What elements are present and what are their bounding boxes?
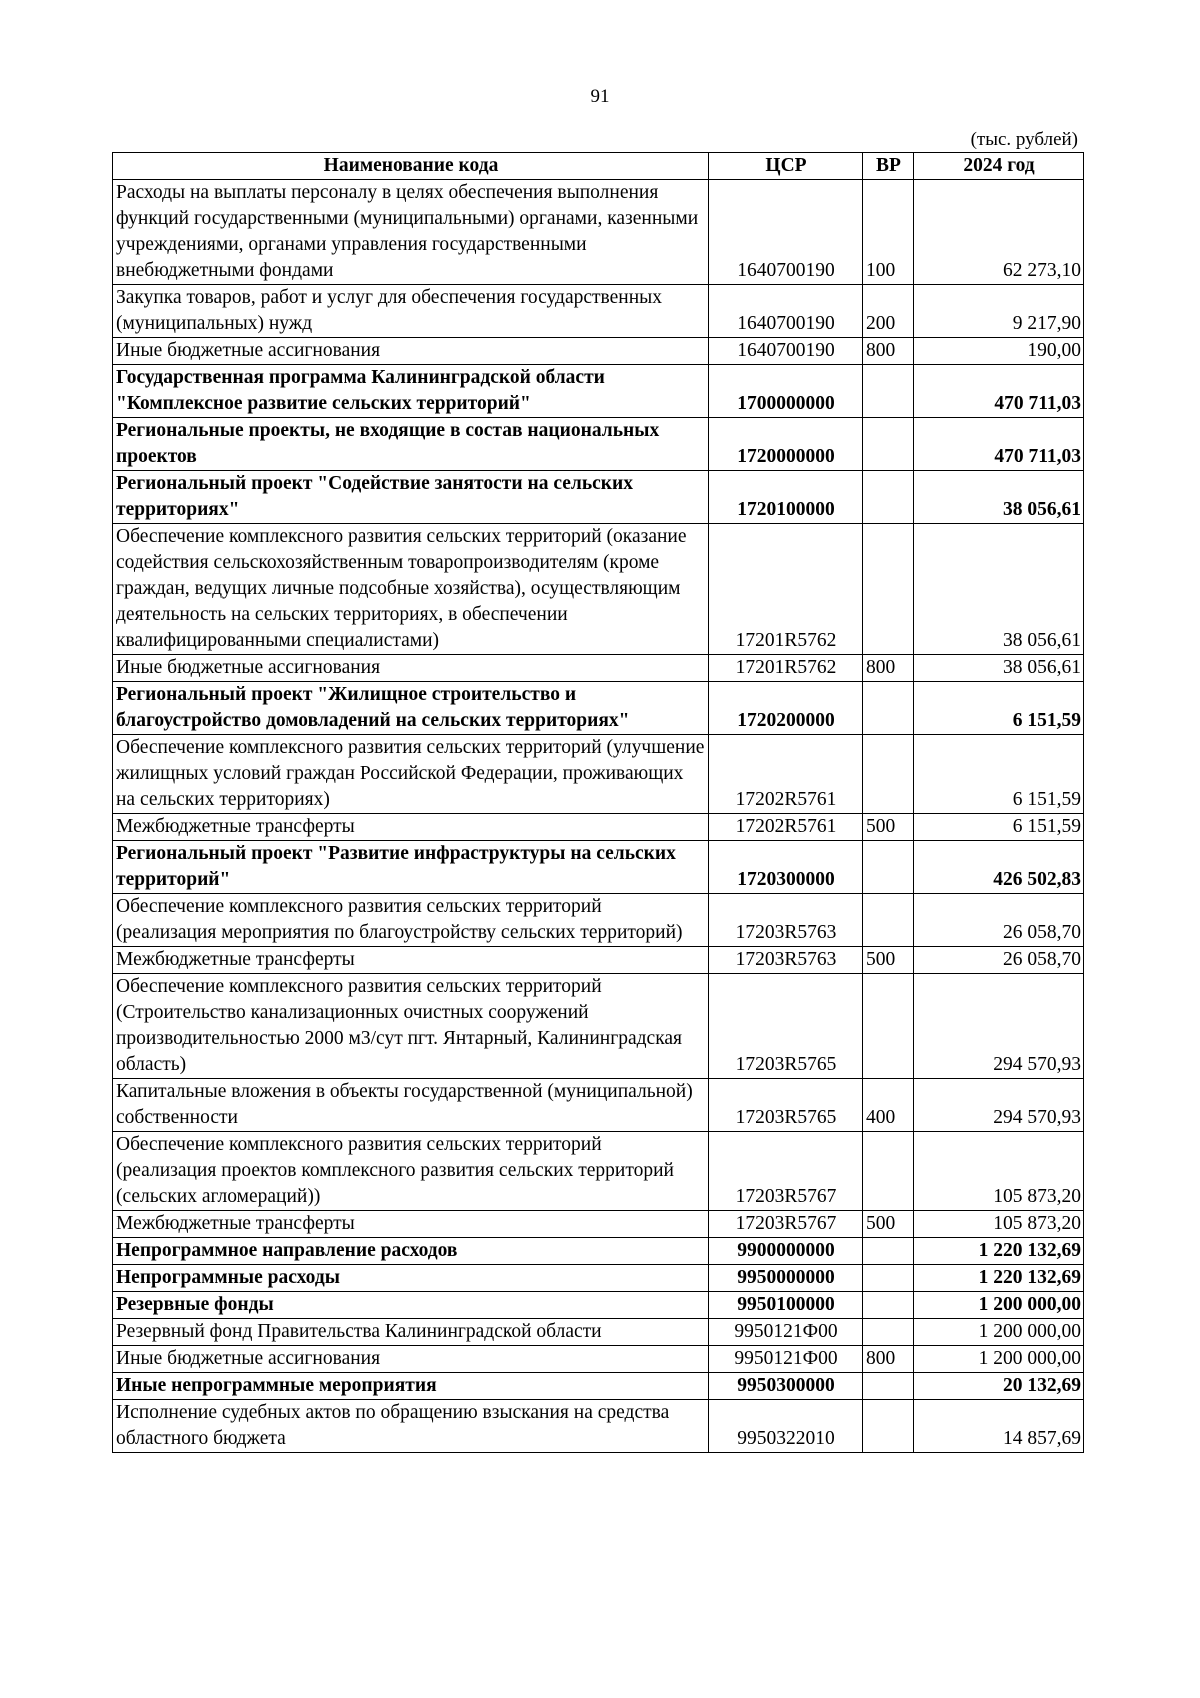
row-name: Государственная программа Калининградской области "Комплексное развитие сельских территорий" xyxy=(113,365,709,418)
row-name: Межбюджетные трансферты xyxy=(113,1211,709,1238)
row-csr-code: 1720200000 xyxy=(709,682,863,735)
row-amount: 38 056,61 xyxy=(914,655,1084,682)
row-vr-code: 800 xyxy=(863,338,914,365)
row-name: Исполнение судебных актов по обращению взыскания на средства областного бюджета xyxy=(113,1400,709,1453)
row-amount: 62 273,10 xyxy=(914,180,1084,285)
table-row xyxy=(113,1373,1084,1400)
row-name: Непрограммные расходы xyxy=(113,1265,709,1292)
table-row xyxy=(113,1292,1084,1319)
table-row xyxy=(113,655,1084,682)
row-amount: 105 873,20 xyxy=(914,1211,1084,1238)
row-name: Региональный проект "Развитие инфраструктуры на сельских территорий" xyxy=(113,841,709,894)
table-row xyxy=(113,814,1084,841)
row-vr-code: 200 xyxy=(863,285,914,338)
row-name: Межбюджетные трансферты xyxy=(113,814,709,841)
table-row xyxy=(113,524,1084,655)
row-name: Обеспечение комплексного развития сельских территорий (Строительство канализационных очистных сооружений производительностью 2000 м3/сут пгт. Янтарный, Калининградская область) xyxy=(113,974,709,1079)
header-csr: ЦСР xyxy=(709,153,863,180)
row-csr-code: 1640700190 xyxy=(709,338,863,365)
table-row xyxy=(113,682,1084,735)
row-amount: 6 151,59 xyxy=(914,814,1084,841)
row-amount: 1 200 000,00 xyxy=(914,1292,1084,1319)
table-row xyxy=(113,1346,1084,1373)
table-row xyxy=(113,735,1084,814)
row-vr-code: 500 xyxy=(863,814,914,841)
table-body xyxy=(113,180,1084,1453)
row-amount: 38 056,61 xyxy=(914,524,1084,655)
row-csr-code: 17201R5762 xyxy=(709,655,863,682)
row-amount: 105 873,20 xyxy=(914,1132,1084,1211)
row-csr-code: 17203R5763 xyxy=(709,947,863,974)
row-vr-code xyxy=(863,1132,914,1211)
row-name: Обеспечение комплексного развития сельских территорий (реализация проектов комплексного развития сельских территорий (сельских агломераций)) xyxy=(113,1132,709,1211)
table-row xyxy=(113,471,1084,524)
row-amount: 1 220 132,69 xyxy=(914,1265,1084,1292)
table-row xyxy=(113,1400,1084,1453)
row-csr-code: 17202R5761 xyxy=(709,735,863,814)
table-row xyxy=(113,894,1084,947)
row-csr-code: 17203R5767 xyxy=(709,1211,863,1238)
row-csr-code: 9950100000 xyxy=(709,1292,863,1319)
row-amount: 426 502,83 xyxy=(914,841,1084,894)
row-csr-code: 9950121Ф00 xyxy=(709,1319,863,1346)
row-name: Капитальные вложения в объекты государственной (муниципальной) собственности xyxy=(113,1079,709,1132)
row-amount: 6 151,59 xyxy=(914,735,1084,814)
header-amount: 2024 год xyxy=(914,153,1084,180)
table-row xyxy=(113,841,1084,894)
row-csr-code: 9950300000 xyxy=(709,1373,863,1400)
row-amount: 9 217,90 xyxy=(914,285,1084,338)
row-vr-code xyxy=(863,1400,914,1453)
row-name: Резервные фонды xyxy=(113,1292,709,1319)
row-vr-code xyxy=(863,735,914,814)
row-amount: 6 151,59 xyxy=(914,682,1084,735)
row-amount: 470 711,03 xyxy=(914,418,1084,471)
row-amount: 1 200 000,00 xyxy=(914,1319,1084,1346)
row-csr-code: 17203R5767 xyxy=(709,1132,863,1211)
row-name: Иные бюджетные ассигнования xyxy=(113,1346,709,1373)
table-row xyxy=(113,1265,1084,1292)
row-vr-code: 100 xyxy=(863,180,914,285)
row-csr-code: 9950000000 xyxy=(709,1265,863,1292)
row-csr-code: 17203R5765 xyxy=(709,1079,863,1132)
row-csr-code: 17203R5763 xyxy=(709,894,863,947)
row-csr-code: 1700000000 xyxy=(709,365,863,418)
row-csr-code: 9900000000 xyxy=(709,1238,863,1265)
table-row xyxy=(113,1132,1084,1211)
row-name: Межбюджетные трансферты xyxy=(113,947,709,974)
row-vr-code xyxy=(863,974,914,1079)
table-row xyxy=(113,418,1084,471)
row-amount: 1 200 000,00 xyxy=(914,1346,1084,1373)
table-row xyxy=(113,338,1084,365)
row-vr-code xyxy=(863,1238,914,1265)
units-note: (тыс. рублей) xyxy=(970,129,1078,150)
row-amount: 26 058,70 xyxy=(914,894,1084,947)
row-vr-code: 500 xyxy=(863,1211,914,1238)
row-name: Иные бюджетные ассигнования xyxy=(113,338,709,365)
row-vr-code xyxy=(863,1292,914,1319)
row-name: Непрограммное направление расходов xyxy=(113,1238,709,1265)
row-vr-code xyxy=(863,841,914,894)
header-vr: ВР xyxy=(863,153,914,180)
row-vr-code: 400 xyxy=(863,1079,914,1132)
row-amount: 26 058,70 xyxy=(914,947,1084,974)
row-name: Расходы на выплаты персоналу в целях обеспечения выполнения функций государственными (муниципальными) органами, казенными учреждениями, органами управления государственными внебюджетными фондами xyxy=(113,180,709,285)
row-csr-code: 1640700190 xyxy=(709,180,863,285)
table-row xyxy=(113,947,1084,974)
page-number: 91 xyxy=(590,86,610,107)
row-name: Обеспечение комплексного развития сельских территорий (реализация мероприятия по благоустройству сельских территорий) xyxy=(113,894,709,947)
row-amount: 470 711,03 xyxy=(914,365,1084,418)
row-name: Региональный проект "Содействие занятости на сельских территориях" xyxy=(113,471,709,524)
row-amount: 38 056,61 xyxy=(914,471,1084,524)
table-row xyxy=(113,974,1084,1079)
table-row xyxy=(113,285,1084,338)
table-row xyxy=(113,1319,1084,1346)
row-name: Иные непрограммные мероприятия xyxy=(113,1373,709,1400)
row-vr-code: 500 xyxy=(863,947,914,974)
row-vr-code xyxy=(863,418,914,471)
row-csr-code: 9950322010 xyxy=(709,1400,863,1453)
row-vr-code xyxy=(863,1319,914,1346)
row-csr-code: 1720100000 xyxy=(709,471,863,524)
row-name: Обеспечение комплексного развития сельских территорий (оказание содействия сельскохозяйственным товаропроизводителям (кроме граждан, ведущих личные подсобные хозяйства), осуществляющим деятельность на сельских территориях, в обеспечении квалифицированными специалистами) xyxy=(113,524,709,655)
table-row xyxy=(113,1238,1084,1265)
budget-table xyxy=(112,152,1084,1453)
row-vr-code xyxy=(863,1265,914,1292)
row-amount: 14 857,69 xyxy=(914,1400,1084,1453)
row-vr-code xyxy=(863,894,914,947)
row-name: Резервный фонд Правительства Калининградской области xyxy=(113,1319,709,1346)
row-vr-code: 800 xyxy=(863,655,914,682)
row-name: Региональные проекты, не входящие в состав национальных проектов xyxy=(113,418,709,471)
table-row xyxy=(113,1079,1084,1132)
table-row xyxy=(113,1211,1084,1238)
row-vr-code xyxy=(863,524,914,655)
row-name: Иные бюджетные ассигнования xyxy=(113,655,709,682)
table-header-row xyxy=(113,153,1084,180)
row-csr-code: 1640700190 xyxy=(709,285,863,338)
table-row xyxy=(113,180,1084,285)
row-amount: 294 570,93 xyxy=(914,1079,1084,1132)
row-amount: 1 220 132,69 xyxy=(914,1238,1084,1265)
header-name: Наименование кода xyxy=(113,153,709,180)
row-vr-code xyxy=(863,471,914,524)
row-vr-code: 800 xyxy=(863,1346,914,1373)
row-name: Обеспечение комплексного развития сельских территорий (улучшение жилищных условий граждан Российской Федерации, проживающих на сельских территориях) xyxy=(113,735,709,814)
row-amount: 20 132,69 xyxy=(914,1373,1084,1400)
row-vr-code xyxy=(863,365,914,418)
table-row xyxy=(113,365,1084,418)
row-amount: 294 570,93 xyxy=(914,974,1084,1079)
row-csr-code: 9950121Ф00 xyxy=(709,1346,863,1373)
row-amount: 190,00 xyxy=(914,338,1084,365)
row-name: Закупка товаров, работ и услуг для обеспечения государственных (муниципальных) нужд xyxy=(113,285,709,338)
row-csr-code: 17203R5765 xyxy=(709,974,863,1079)
row-name: Региональный проект "Жилищное строительство и благоустройство домовладений на сельских территориях" xyxy=(113,682,709,735)
row-vr-code xyxy=(863,682,914,735)
row-csr-code: 1720300000 xyxy=(709,841,863,894)
row-csr-code: 17201R5762 xyxy=(709,524,863,655)
row-vr-code xyxy=(863,1373,914,1400)
row-csr-code: 17202R5761 xyxy=(709,814,863,841)
row-csr-code: 1720000000 xyxy=(709,418,863,471)
